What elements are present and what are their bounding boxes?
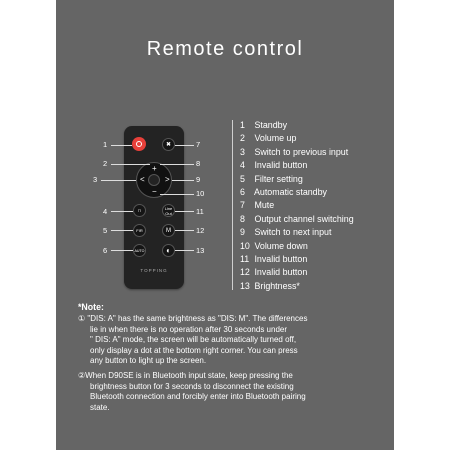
callout-line-4	[111, 211, 133, 212]
callout-3: 3	[93, 175, 98, 184]
manual-page	[56, 0, 394, 450]
next-input-icon: >	[165, 175, 170, 184]
volume-up-icon: +	[152, 164, 157, 173]
note-1-line: ① "DIS: A" has the same brightness as "DIS: M". The differences	[78, 314, 308, 323]
output-channel-button-icon: M	[162, 224, 175, 237]
note-2-line: brightness button for 3 seconds to disconnect the existing	[90, 381, 294, 391]
legend-number: 1	[240, 120, 245, 130]
legend-number: 6	[240, 187, 245, 198]
callout-12: 12	[196, 226, 205, 235]
legend-item	[240, 266, 354, 279]
callout-13: 13	[196, 246, 205, 255]
legend-number: 9	[240, 227, 245, 238]
callout-line-8	[160, 164, 194, 165]
note-2-line: ②When D90SE is in Bluetooth input state, keep pressing the	[78, 371, 293, 380]
callout-7: 7	[196, 140, 201, 149]
page-title: Remote control	[146, 38, 304, 60]
callout-line-7	[175, 145, 194, 146]
mute-button-icon	[162, 138, 175, 151]
note-1-line: lie in when there is no operation after 30 seconds under	[90, 324, 288, 334]
legend-number: 3	[240, 146, 245, 157]
legend-item	[240, 119, 354, 132]
legend-item	[240, 280, 354, 293]
callout-line-1	[111, 145, 132, 146]
callout-11: 11	[196, 207, 204, 216]
headphone-button-icon: ∩	[133, 204, 146, 217]
legend-text: Invalid button	[254, 267, 308, 278]
callout-line-5	[111, 230, 133, 231]
legend-text: Mute	[254, 200, 275, 211]
auto-standby-button-icon: AUTO	[133, 244, 146, 257]
callout-line-9	[172, 180, 194, 181]
note-1	[78, 314, 383, 367]
legend-item	[240, 226, 354, 239]
legend-text: Filter setting	[254, 173, 303, 184]
callout-5: 5	[103, 226, 108, 235]
legend-number: 2	[240, 133, 245, 144]
legend-number: 8	[240, 213, 245, 224]
note-heading: *Note:	[78, 302, 104, 312]
legend-item	[240, 240, 354, 253]
callout-line-11	[175, 211, 194, 212]
legend-text: Invalid button	[254, 254, 308, 265]
legend-number: 4	[240, 160, 245, 171]
button-legend	[240, 119, 354, 293]
legend-text: Volume up	[254, 133, 297, 144]
remote-brand-logo: TOPPING	[140, 268, 168, 273]
legend-item	[240, 173, 354, 186]
filter-button-icon: FIR	[133, 224, 146, 237]
legend-text: Output channel switching	[254, 213, 354, 224]
legend-item	[240, 253, 354, 266]
legend-text: Standby	[254, 120, 288, 130]
callout-line-12	[175, 230, 194, 231]
dpad-center-icon	[148, 174, 160, 186]
callout-2: 2	[103, 159, 108, 168]
legend-text: Brightness*	[254, 280, 300, 291]
callout-9: 9	[196, 175, 201, 184]
legend-text: Switch to next input	[254, 227, 332, 238]
legend-text: Volume down	[254, 240, 308, 251]
legend-item	[240, 159, 354, 172]
brightness-button-icon: ◐	[162, 244, 175, 257]
callout-4: 4	[103, 207, 108, 216]
callout-line-3	[101, 180, 136, 181]
legend-item	[240, 146, 354, 159]
callout-line-2	[111, 164, 150, 165]
callout-line-10	[160, 194, 194, 195]
note-1-line: " DIS: A" mode, the screen will be automatically turned off,	[90, 335, 297, 345]
legend-item	[240, 186, 354, 199]
legend-divider	[232, 120, 233, 290]
legend-text: Automatic standby	[253, 187, 327, 198]
callout-8: 8	[196, 159, 201, 168]
power-button-icon	[132, 137, 146, 151]
legend-number: 11	[240, 254, 250, 265]
dpad-icon	[136, 162, 172, 198]
callout-line-6	[111, 250, 133, 251]
legend-number: 5	[240, 173, 245, 184]
remote-illustration	[56, 118, 256, 318]
callout-10: 10	[196, 189, 205, 198]
legend-item	[240, 132, 354, 145]
callout-6: 6	[103, 246, 108, 255]
legend-number: 10	[240, 240, 250, 251]
legend-text: Invalid button	[254, 160, 308, 171]
line-out-button-icon	[162, 204, 175, 217]
previous-input-icon: <	[140, 175, 145, 184]
legend-number: 13	[240, 280, 250, 291]
legend-number: 7	[240, 200, 245, 211]
legend-item	[240, 199, 354, 212]
legend-item	[240, 213, 354, 226]
note-2-line: state.	[90, 402, 110, 412]
volume-down-icon: −	[152, 187, 157, 196]
callout-line-13	[175, 250, 194, 251]
legend-number: 12	[240, 267, 250, 278]
line-out-label: Line Out	[164, 206, 173, 216]
note-1-line: only display a dot at the bottom right corner. You can press	[90, 345, 298, 355]
legend-text: Switch to previous input	[254, 146, 349, 157]
callout-1: 1	[103, 140, 108, 149]
note-1-line: any button to light up the screen.	[90, 356, 207, 366]
note-2	[78, 371, 383, 413]
note-2-line: Bluetooth connection and forcibly enter into Bluetooth pairing	[90, 392, 306, 402]
